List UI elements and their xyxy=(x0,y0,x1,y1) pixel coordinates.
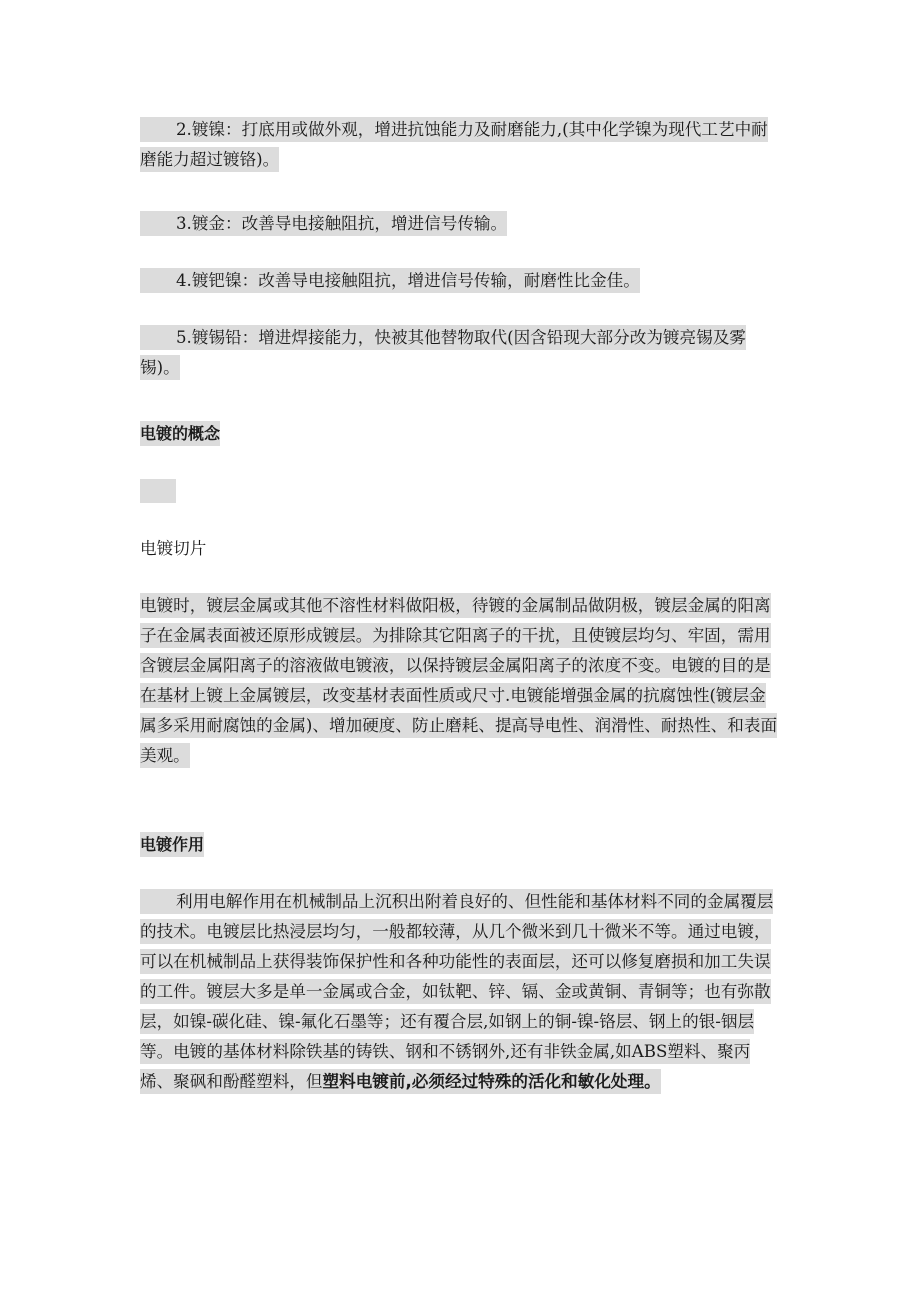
function-paragraph xyxy=(140,887,782,1097)
list-item-text: 4.镀钯镍：改善导电接触阻抗，增进信号传输，耐磨性比金佳。 xyxy=(176,271,640,290)
list-item-text: 5.镀锡铅：增进焊接能力，快被其他替物取代(因含铅现大部分改为镀亮锡及雾锡)。 xyxy=(140,328,746,377)
empty-highlight-block xyxy=(140,479,176,503)
list-item-text: 2.镀镍：打底用或做外观，增进抗蚀能力及耐磨能力,(其中化学镍为现代工艺中耐磨能力超过镀铬)。 xyxy=(140,120,768,169)
heading-text: 电镀作用 xyxy=(140,832,204,857)
list-item-nickel xyxy=(140,115,782,175)
image-caption xyxy=(140,534,782,564)
caption-text: 电镀切片 xyxy=(140,539,207,558)
list-item-text: 3.镀金：改善导电接触阻抗，增进信号传输。 xyxy=(176,214,508,233)
paragraph-bold-text: 塑料电镀前,必须经过特殊的活化和敏化处理。 xyxy=(322,1072,661,1091)
concept-paragraph xyxy=(140,591,782,771)
section-heading-function xyxy=(140,830,782,860)
list-item-palladium-nickel xyxy=(140,266,782,296)
heading-text: 电镀的概念 xyxy=(140,421,220,446)
section-heading-concept xyxy=(140,419,782,449)
paragraph-text: 电镀时，镀层金属或其他不溶性材料做阳极，待镀的金属制品做阴极，镀层金属的阳离子在金属表面被还原形成镀层。为排除其它阳离子的干扰，且使镀层均匀、牢固，需用含镀层金属阳离子的溶液做电镀液，以保持镀层金属阳离子的浓度不变。电镀的目的是在基材上镀上金属镀层，改变基材表面性质或尺寸.电镀能增强金属的抗腐蚀性(镀层金属多采用耐腐蚀的金属)、增加硬度、防止磨耗、提高导电性、润滑性、耐热性、和表面美观。 xyxy=(140,593,777,768)
list-item-tin-lead xyxy=(140,323,782,383)
paragraph-text: 利用电解作用在机械制品上沉积出附着良好的、但性能和基体材料不同的金属覆层的技术。电镀层比热浸层均匀，一般都较薄，从几个微米到几十微米不等。通过电镀，可以在机械制品上获得装饰保护性和各种功能性的表面层，还可以修复磨损和加工失误的工件。镀层大多是单一金属或合金，如钛靶、锌、镉、金或黄铜、青铜等；也有弥散层，如镍-碳化硅、镍-氟化石墨等；还有覆合层,如钢上的铜-镍-铬层、钢上的银-铟层等。电镀的基体材料除铁基的铸铁、钢和不锈钢外,还有非铁金属,如ABS塑料、聚丙烯、聚砜和酚醛塑料，但 xyxy=(140,892,774,1091)
list-item-gold xyxy=(140,209,782,239)
